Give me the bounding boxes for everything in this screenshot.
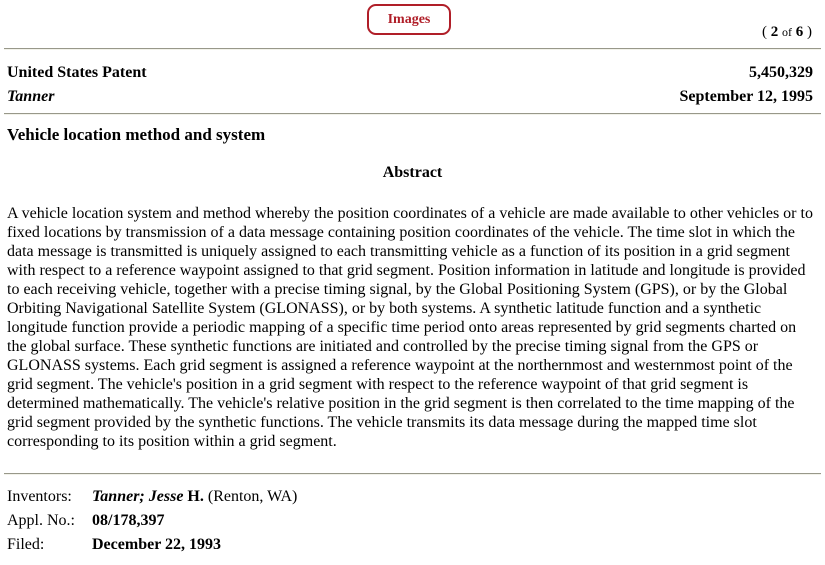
patent-number: 5,450,329 — [749, 64, 813, 81]
divider-header — [4, 113, 821, 115]
inventor-location: (Renton, WA) — [207, 488, 298, 505]
inventors-label: Inventors: — [7, 488, 72, 505]
patent-header — [7, 61, 813, 109]
patent-issue-date: September 12, 1995 — [679, 88, 813, 105]
divider-biblio — [4, 473, 821, 475]
biblio-row-inventors — [7, 485, 297, 509]
appl-no-value: 08/178,397 — [92, 512, 165, 529]
images-button[interactable]: Images — [367, 4, 451, 35]
filed-label: Filed: — [7, 536, 45, 553]
inventor-initial: H. — [187, 488, 204, 505]
pagination-of-label: of — [782, 25, 792, 39]
abstract-text: A vehicle location system and method whereby the position coordinates of a vehicle are made available to other vehicles or to fixed locations by transmission of a data message containing position coordinates of the vehicle. The time slot in which the data message is transmitted is uniquely assigned to each transmitting vehicle as a function of its position in a grid segment with respect to a reference waypoint assigned to that grid segment. Position information in latitude and longitude is provided to each receiving vehicle, together with a precise timing signal, by the Global Positioning System (GPS), or by the Global Orbiting Navigational Satellite System (GLONASS), or by both systems. A synthetic latitude function and a synthetic longitude function provide a periodic mapping of a specific time period onto areas represented by grid segments charted on the global surface. These synthetic functions are initiated and controlled by the precise timing signal from the GPS or GLONASS systems. Each grid segment is assigned a reference waypoint at the northernmost and westernmost point of the grid segment. The vehicle's position in a grid segment with respect to the reference waypoint of that grid segment is determined mathematically. The vehicle's relative position in the grid segment is then correlated to the time mapping of the grid segment provided by the synthetic functions. The vehicle transmits its data message during the mapped time slot corresponding to its position within a grid segment. — [7, 205, 813, 450]
inventors-value — [92, 485, 297, 509]
patent-inventor-surname: Tanner — [7, 88, 55, 105]
biblio-table — [7, 485, 297, 557]
pagination-current-page: 2 — [770, 24, 779, 40]
pagination-open-paren: ( — [762, 24, 767, 40]
appl-no-label: Appl. No.: — [7, 512, 75, 529]
pagination-close-paren: ) — [807, 24, 812, 40]
biblio-row-appl-no — [7, 509, 297, 533]
divider-top — [4, 48, 821, 50]
abstract-heading: Abstract — [382, 164, 443, 181]
patent-title: Vehicle location method and system — [7, 125, 266, 144]
patent-header-row-2 — [7, 85, 813, 109]
pagination-total-pages: 6 — [795, 24, 804, 40]
inventor-name: Tanner; Jesse — [92, 488, 184, 505]
patent-header-row-1 — [7, 61, 813, 85]
patent-office-label: United States Patent — [7, 64, 147, 81]
filed-value: December 22, 1993 — [92, 536, 221, 553]
biblio-row-filed — [7, 533, 297, 557]
